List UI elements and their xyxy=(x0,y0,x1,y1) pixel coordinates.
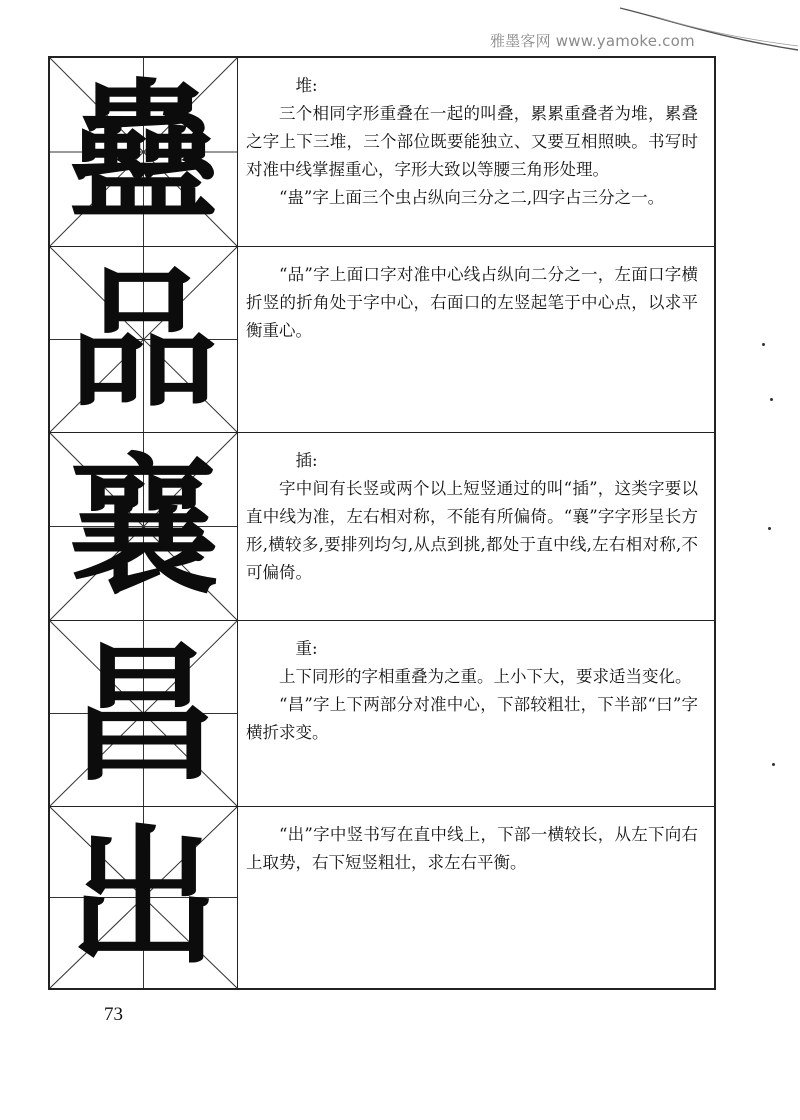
calligraphy-character: 昌 xyxy=(68,625,219,802)
character-grid-cell xyxy=(50,807,238,988)
paragraph: 上下同形的字相重叠为之重。上小下大，要求适当变化。 xyxy=(279,667,692,686)
paragraph: 三个相同字形重叠在一起的叫叠，累累重叠者为堆，累叠之字上下三堆，三个部位既要能独立、又要互相照映。书写时对准中线掌握重心，字形大致以等腰三角形处理。 xyxy=(246,104,698,179)
table-row xyxy=(50,58,714,246)
calligraphy-character: 出 xyxy=(68,809,219,986)
character-grid-cell xyxy=(50,621,238,806)
paragraph: “蛊”字上面三个虫占纵向三分之二,四字占三分之一。 xyxy=(279,188,665,207)
character-grid-cell xyxy=(50,58,238,246)
explanation-text xyxy=(246,635,698,800)
scan-artifact-line xyxy=(600,0,800,60)
character-grid-cell xyxy=(50,247,238,432)
paragraph: “品”字上面口字对准中心线占纵向二分之一，左面口字横折竖的折角处于字中心，右面口的左竖起笔于中心点，以求平衡重心。 xyxy=(246,265,698,340)
calligraphy-table xyxy=(48,56,716,990)
paragraph: 字中间有长竖或两个以上短竖通过的叫“插”，这类字要以直中线为准，左右相对称，不能有所偏倚。“襄”字字形呈长方形,横较多,要排列均匀,从点到挑,都处于直中线,左右相对称,不可偏倚。 xyxy=(246,479,698,582)
table-row xyxy=(50,806,714,988)
paragraph: “昌”字上下两部分对准中心，下部较粗壮，下半部“曰”字横折求变。 xyxy=(246,695,698,742)
scan-speck xyxy=(772,763,775,766)
explanation-text xyxy=(246,72,698,240)
explanation-text xyxy=(246,261,698,426)
scan-speck xyxy=(768,527,771,530)
calligraphy-character: 襄 xyxy=(68,438,219,615)
explanation-text xyxy=(246,821,698,982)
scan-speck xyxy=(762,343,765,346)
character-grid-cell xyxy=(50,433,238,620)
section-heading: 堆: xyxy=(295,76,318,95)
page-number: 73 xyxy=(104,1004,123,1025)
section-heading: 重: xyxy=(295,639,318,658)
calligraphy-character: 蠱 xyxy=(68,64,219,240)
calligraphy-character: 品 xyxy=(68,251,219,428)
section-heading: 插: xyxy=(295,451,318,470)
table-row xyxy=(50,432,714,620)
paragraph: “出”字中竖书写在直中线上，下部一横较长，从左下向右上取势，右下短竖粗壮，求左右平衡。 xyxy=(246,825,698,872)
watermark: 雅墨客网 www.yamoke.com xyxy=(490,32,695,50)
table-row xyxy=(50,620,714,806)
table-row xyxy=(50,246,714,432)
scan-speck xyxy=(770,398,773,401)
explanation-text xyxy=(246,447,698,614)
